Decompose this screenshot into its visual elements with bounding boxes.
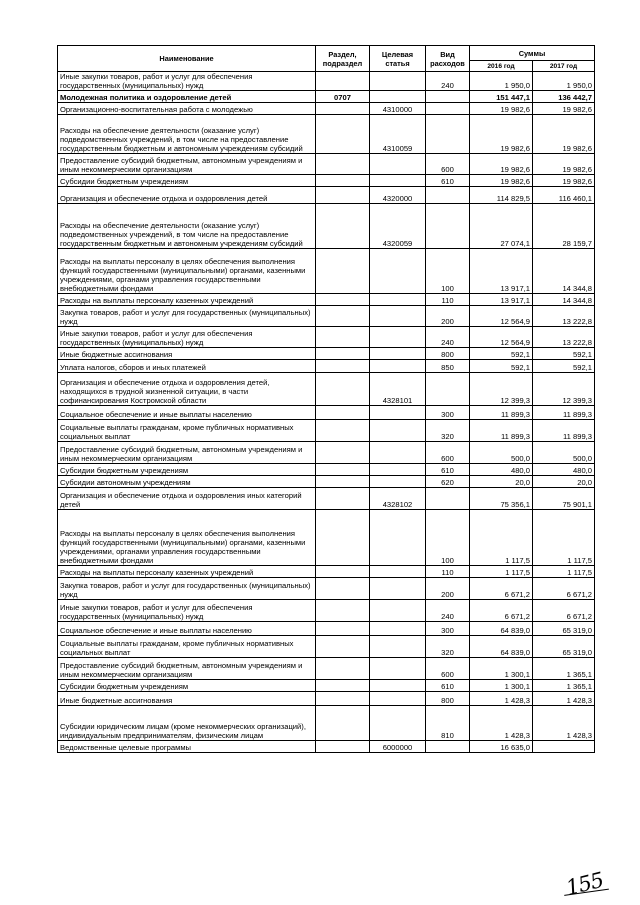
cell-name: Иные закупки товаров, работ и услуг для обеспечения государственных (муниципальных) нужд (58, 72, 316, 91)
cell-2016: 13 917,1 (470, 249, 533, 294)
cell-kind: 600 (426, 154, 470, 175)
table-row (58, 488, 595, 510)
page-number (564, 868, 606, 900)
cell-target (370, 91, 426, 103)
cell-kind (426, 204, 470, 249)
cell-name: Предоставление субсидий бюджетным, автономным учреждениям и иным некоммерческим организациям (58, 442, 316, 464)
cell-target (370, 706, 426, 741)
cell-2016: 1 300,1 (470, 680, 533, 692)
header-target: Целевая статья (370, 46, 426, 72)
table-row (58, 72, 595, 91)
table-body (58, 72, 595, 753)
cell-kind: 100 (426, 249, 470, 294)
table-row (58, 420, 595, 442)
table-row (58, 566, 595, 578)
cell-2017: 13 222,8 (533, 327, 595, 348)
cell-target (370, 360, 426, 373)
cell-name: Иные бюджетные ассигнования (58, 692, 316, 706)
cell-name: Молодежная политика и оздоровление детей (58, 91, 316, 103)
cell-2017: 6 671,2 (533, 578, 595, 600)
cell-kind: 240 (426, 600, 470, 622)
table-row (58, 103, 595, 115)
cell-2016: 500,0 (470, 442, 533, 464)
cell-target (370, 658, 426, 680)
cell-target: 4310059 (370, 115, 426, 154)
cell-section (316, 294, 370, 306)
cell-section (316, 636, 370, 658)
cell-kind (426, 91, 470, 103)
header-year-2016: 2016 год (470, 61, 533, 72)
cell-section (316, 204, 370, 249)
cell-2016: 11 899,3 (470, 406, 533, 420)
cell-2016: 27 074,1 (470, 204, 533, 249)
cell-2016: 13 917,1 (470, 294, 533, 306)
cell-name: Предоставление субсидий бюджетным, автономным учреждениям и иным некоммерческим организациям (58, 658, 316, 680)
cell-2017: 12 399,3 (533, 373, 595, 406)
cell-kind: 240 (426, 72, 470, 91)
table-row (58, 578, 595, 600)
cell-target (370, 249, 426, 294)
cell-name: Ведомственные целевые программы (58, 741, 316, 753)
cell-2016: 19 982,6 (470, 154, 533, 175)
cell-section (316, 360, 370, 373)
cell-kind: 620 (426, 476, 470, 488)
cell-target (370, 420, 426, 442)
cell-target (370, 622, 426, 636)
budget-table (57, 45, 595, 753)
cell-section (316, 72, 370, 91)
cell-2016: 19 982,6 (470, 103, 533, 115)
cell-name: Расходы на выплаты персоналу казенных учреждений (58, 294, 316, 306)
cell-2017: 1 428,3 (533, 692, 595, 706)
cell-name: Субсидии бюджетным учреждениям (58, 464, 316, 476)
table-row (58, 658, 595, 680)
cell-2017: 500,0 (533, 442, 595, 464)
cell-2017: 116 460,1 (533, 187, 595, 204)
cell-target (370, 294, 426, 306)
cell-kind: 200 (426, 578, 470, 600)
cell-name: Социальное обеспечение и иные выплаты населению (58, 406, 316, 420)
header-section: Раздел, подраздел (316, 46, 370, 72)
cell-target (370, 464, 426, 476)
cell-section (316, 706, 370, 741)
cell-2017: 11 899,3 (533, 406, 595, 420)
table-row (58, 360, 595, 373)
cell-name: Социальные выплаты гражданам, кроме публичных нормативных социальных выплат (58, 636, 316, 658)
cell-2016: 1 117,5 (470, 566, 533, 578)
cell-name: Организация и обеспечение отдыха и оздоровления детей, находящихся в трудной жизненной ситуации, в части софинансирования Костромской области (58, 373, 316, 406)
cell-target (370, 476, 426, 488)
cell-target: 4328102 (370, 488, 426, 510)
cell-target: 4320059 (370, 204, 426, 249)
cell-2016: 12 564,9 (470, 327, 533, 348)
table-row (58, 154, 595, 175)
cell-section (316, 658, 370, 680)
cell-2017: 13 222,8 (533, 306, 595, 327)
cell-section (316, 373, 370, 406)
table-header (58, 46, 595, 72)
table-row (58, 348, 595, 360)
cell-section (316, 680, 370, 692)
table-row (58, 600, 595, 622)
cell-kind: 110 (426, 294, 470, 306)
cell-2017: 65 319,0 (533, 636, 595, 658)
cell-name: Расходы на обеспечение деятельности (оказание услуг) подведомственных учреждений, в том числе на предоставление государственным бюджетным и автономным учреждениям субсидий (58, 115, 316, 154)
cell-2016: 1 428,3 (470, 692, 533, 706)
cell-target (370, 442, 426, 464)
cell-2016: 1 428,3 (470, 706, 533, 741)
cell-2017: 19 982,6 (533, 175, 595, 187)
cell-kind: 100 (426, 510, 470, 566)
cell-name: Организационно-воспитательная работа с молодежью (58, 103, 316, 115)
table-row (58, 373, 595, 406)
cell-name: Социальные выплаты гражданам, кроме публичных нормативных социальных выплат (58, 420, 316, 442)
cell-2016: 1 117,5 (470, 510, 533, 566)
table-row (58, 622, 595, 636)
cell-section (316, 442, 370, 464)
cell-2017: 14 344,8 (533, 294, 595, 306)
header-year-2017: 2017 год (533, 61, 595, 72)
cell-kind (426, 488, 470, 510)
cell-section (316, 115, 370, 154)
cell-2017: 11 899,3 (533, 420, 595, 442)
cell-target: 4328101 (370, 373, 426, 406)
cell-name: Уплата налогов, сборов и иных платежей (58, 360, 316, 373)
table-row (58, 692, 595, 706)
cell-kind: 600 (426, 442, 470, 464)
cell-kind (426, 103, 470, 115)
table-row (58, 115, 595, 154)
cell-target (370, 600, 426, 622)
cell-target (370, 348, 426, 360)
table-row (58, 204, 595, 249)
table-row (58, 706, 595, 741)
cell-section (316, 488, 370, 510)
cell-target (370, 175, 426, 187)
cell-section (316, 741, 370, 753)
cell-kind: 800 (426, 348, 470, 360)
cell-kind: 110 (426, 566, 470, 578)
cell-2017: 1 117,5 (533, 510, 595, 566)
cell-target (370, 154, 426, 175)
cell-2016: 592,1 (470, 348, 533, 360)
cell-2016: 1 300,1 (470, 658, 533, 680)
cell-2016: 16 635,0 (470, 741, 533, 753)
cell-section (316, 578, 370, 600)
cell-section (316, 420, 370, 442)
cell-kind: 300 (426, 406, 470, 420)
header-sums: Суммы (470, 46, 595, 61)
table-row (58, 510, 595, 566)
cell-name: Предоставление субсидий бюджетным, автономным учреждениям и иным некоммерческим организациям (58, 154, 316, 175)
cell-2016: 64 839,0 (470, 636, 533, 658)
cell-section (316, 692, 370, 706)
cell-target (370, 510, 426, 566)
cell-kind: 610 (426, 680, 470, 692)
cell-kind: 600 (426, 658, 470, 680)
cell-section (316, 600, 370, 622)
cell-name: Закупка товаров, работ и услуг для государственных (муниципальных) нужд (58, 578, 316, 600)
cell-section (316, 510, 370, 566)
cell-kind (426, 187, 470, 204)
cell-2017: 1 428,3 (533, 706, 595, 741)
cell-2017: 592,1 (533, 360, 595, 373)
cell-target: 4320000 (370, 187, 426, 204)
cell-target (370, 566, 426, 578)
cell-2016: 19 982,6 (470, 115, 533, 154)
cell-target (370, 327, 426, 348)
cell-section (316, 622, 370, 636)
cell-2017: 592,1 (533, 348, 595, 360)
cell-2016: 11 899,3 (470, 420, 533, 442)
cell-2016: 1 950,0 (470, 72, 533, 91)
table-row (58, 680, 595, 692)
cell-name: Социальное обеспечение и иные выплаты населению (58, 622, 316, 636)
cell-target (370, 406, 426, 420)
cell-2016: 75 356,1 (470, 488, 533, 510)
cell-target: 6000000 (370, 741, 426, 753)
cell-name: Субсидии бюджетным учреждениям (58, 175, 316, 187)
cell-name: Расходы на выплаты персоналу казенных учреждений (58, 566, 316, 578)
cell-kind: 320 (426, 636, 470, 658)
cell-2017: 20,0 (533, 476, 595, 488)
cell-2017: 75 901,1 (533, 488, 595, 510)
cell-name: Расходы на обеспечение деятельности (оказание услуг) подведомственных учреждений, в том числе на предоставление государственным бюджетным и автономным учреждениям субсидий (58, 204, 316, 249)
cell-2017: 1 950,0 (533, 72, 595, 91)
cell-2017: 480,0 (533, 464, 595, 476)
cell-section (316, 476, 370, 488)
table-row (58, 464, 595, 476)
cell-kind: 810 (426, 706, 470, 741)
cell-2016: 12 399,3 (470, 373, 533, 406)
cell-name: Закупка товаров, работ и услуг для государственных (муниципальных) нужд (58, 306, 316, 327)
cell-target (370, 636, 426, 658)
cell-kind: 800 (426, 692, 470, 706)
cell-2017: 65 319,0 (533, 622, 595, 636)
cell-2016: 12 564,9 (470, 306, 533, 327)
cell-section: 0707 (316, 91, 370, 103)
cell-section (316, 566, 370, 578)
cell-2017: 14 344,8 (533, 249, 595, 294)
cell-name: Субсидии бюджетным учреждениям (58, 680, 316, 692)
cell-name: Иные закупки товаров, работ и услуг для обеспечения государственных (муниципальных) нужд (58, 600, 316, 622)
cell-2017: 136 442,7 (533, 91, 595, 103)
cell-kind (426, 115, 470, 154)
table-row (58, 294, 595, 306)
cell-name: Иные бюджетные ассигнования (58, 348, 316, 360)
cell-name: Организация и обеспечение отдыха и оздоровления детей (58, 187, 316, 204)
cell-2017: 1 365,1 (533, 658, 595, 680)
cell-kind (426, 741, 470, 753)
cell-section (316, 464, 370, 476)
cell-2016: 6 671,2 (470, 578, 533, 600)
cell-name: Субсидии автономным учреждениям (58, 476, 316, 488)
table-row (58, 249, 595, 294)
cell-kind: 320 (426, 420, 470, 442)
cell-kind (426, 373, 470, 406)
cell-section (316, 348, 370, 360)
cell-2016: 64 839,0 (470, 622, 533, 636)
table-row (58, 741, 595, 753)
cell-section (316, 103, 370, 115)
cell-section (316, 154, 370, 175)
table-row (58, 91, 595, 103)
cell-2016: 6 671,2 (470, 600, 533, 622)
budget-table-sheet (57, 45, 595, 753)
cell-2016: 114 829,5 (470, 187, 533, 204)
cell-2016: 151 447,1 (470, 91, 533, 103)
cell-name: Расходы на выплаты персоналу в целях обеспечения выполнения функций государственными (муниципальными) органами, казенными учреждениями, органами управления государственными внебюджетными фондами (58, 249, 316, 294)
cell-2017: 1 365,1 (533, 680, 595, 692)
cell-2016: 19 982,6 (470, 175, 533, 187)
cell-kind: 200 (426, 306, 470, 327)
cell-section (316, 327, 370, 348)
cell-section (316, 306, 370, 327)
cell-kind: 610 (426, 464, 470, 476)
cell-2017: 19 982,6 (533, 115, 595, 154)
cell-target (370, 306, 426, 327)
cell-kind: 240 (426, 327, 470, 348)
cell-name: Организация и обеспечение отдыха и оздоровления иных категорий детей (58, 488, 316, 510)
table-row (58, 442, 595, 464)
cell-2017: 19 982,6 (533, 154, 595, 175)
cell-section (316, 406, 370, 420)
table-row (58, 406, 595, 420)
cell-target (370, 692, 426, 706)
cell-2017: 1 117,5 (533, 566, 595, 578)
cell-name: Расходы на выплаты персоналу в целях обеспечения выполнения функций государственными (муниципальными) органами, казенными учреждениями, органами управления государственными внебюджетными фондами (58, 510, 316, 566)
cell-kind: 610 (426, 175, 470, 187)
cell-section (316, 187, 370, 204)
cell-2016: 480,0 (470, 464, 533, 476)
cell-target (370, 578, 426, 600)
cell-section (316, 175, 370, 187)
cell-2016: 20,0 (470, 476, 533, 488)
table-row (58, 476, 595, 488)
table-row (58, 187, 595, 204)
table-row (58, 636, 595, 658)
cell-name: Иные закупки товаров, работ и услуг для обеспечения государственных (муниципальных) нужд (58, 327, 316, 348)
cell-kind: 850 (426, 360, 470, 373)
cell-2017: 19 982,6 (533, 103, 595, 115)
header-kind: Вид расходов (426, 46, 470, 72)
page-number-text: 155 (563, 867, 606, 901)
table-row (58, 306, 595, 327)
cell-section (316, 249, 370, 294)
cell-target (370, 72, 426, 91)
table-row (58, 327, 595, 348)
cell-name: Субсидии юридическим лицам (кроме некоммерческих организаций), индивидуальным предпринимателям, физическим лицам (58, 706, 316, 741)
cell-target: 4310000 (370, 103, 426, 115)
table-row (58, 175, 595, 187)
header-name: Наименование (58, 46, 316, 72)
cell-kind: 300 (426, 622, 470, 636)
cell-2017 (533, 741, 595, 753)
cell-target (370, 680, 426, 692)
cell-2016: 592,1 (470, 360, 533, 373)
cell-2017: 28 159,7 (533, 204, 595, 249)
cell-2017: 6 671,2 (533, 600, 595, 622)
